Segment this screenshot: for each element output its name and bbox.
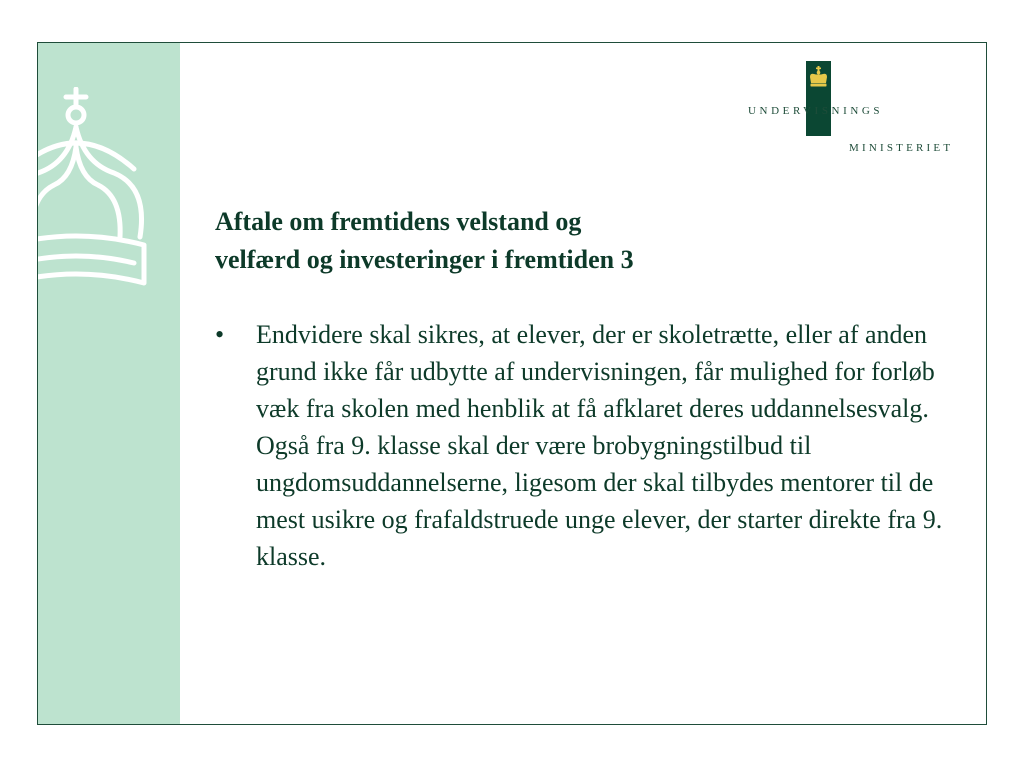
logo-text-line1: UNDERVISNINGS xyxy=(748,105,884,117)
title-line-2: velfærd og investeringer i fremtiden 3 xyxy=(215,245,634,274)
bullet-list xyxy=(215,316,955,575)
side-band xyxy=(38,43,180,724)
bullet-marker: • xyxy=(215,320,225,349)
slide-title xyxy=(215,203,815,279)
logo-mark xyxy=(806,61,831,136)
logo-text-line2: MINISTERIET xyxy=(849,142,954,154)
crown-watermark-icon xyxy=(38,87,180,327)
ministry-logo xyxy=(748,61,968,154)
title-line-1: Aftale om fremtidens velstand og xyxy=(215,207,582,236)
royal-crown-icon xyxy=(809,66,828,88)
bullet-text: Endvidere skal sikres, at elever, der er skoletrætte, eller af anden grund ikke får udbytte af undervisningen, får mulighed for forløb væk fra skolen med henblik at få afklaret deres uddannelsesvalg. Også fra 9. klasse skal der være brobygningstilbud til ungdomsuddannelserne, ligesom der skal tilbydes mentorer til de mest usikre og frafaldstruede unge elever, der starter direkte fra 9. klasse. xyxy=(256,320,943,571)
bullet-item xyxy=(215,316,955,575)
slide-frame xyxy=(37,42,987,725)
